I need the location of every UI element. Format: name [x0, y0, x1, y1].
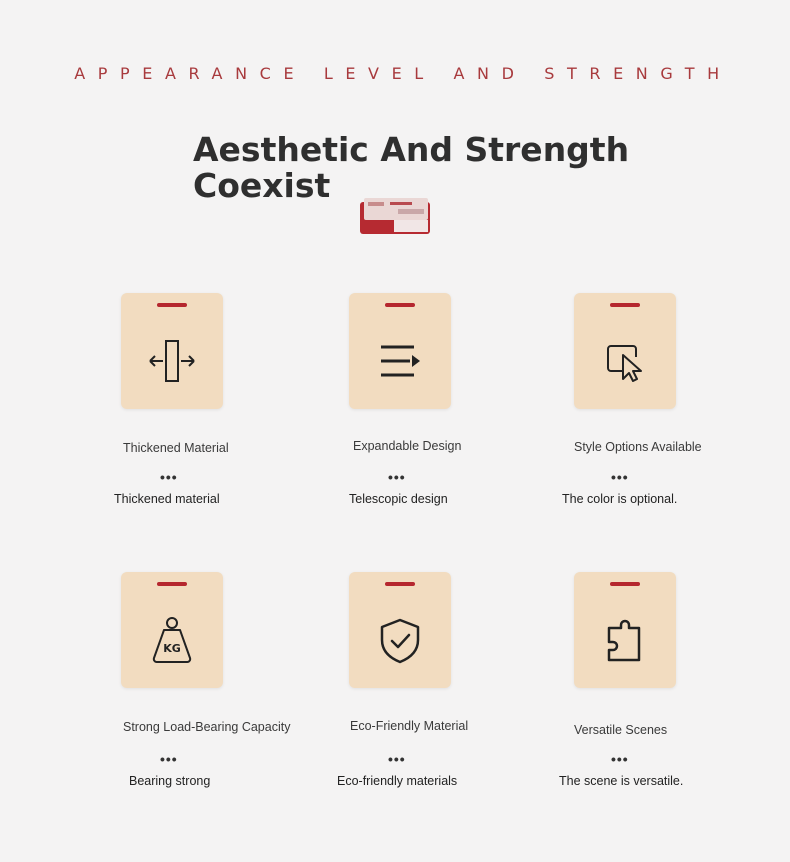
puzzle-piece-icon	[599, 614, 651, 666]
feature-subtitle: Eco-friendly materials	[337, 774, 458, 788]
feature-card-eco-friendly	[349, 572, 451, 688]
card-pin	[157, 582, 187, 586]
feature-title: Thickened Material	[123, 441, 229, 455]
card-pin	[385, 582, 415, 586]
thickness-arrows-icon	[146, 335, 198, 387]
feature-dots: •••	[160, 751, 178, 767]
section-eyebrow: APPEARANCE LEVEL AND STRENGTH	[74, 64, 732, 83]
page-title-line-2: Coexist	[193, 166, 331, 205]
feature-card-versatile	[574, 572, 676, 688]
feature-dots: •••	[611, 751, 629, 767]
feature-title: Eco-Friendly Material	[350, 719, 469, 733]
feature-subtitle: Telescopic design	[349, 492, 448, 506]
page-title	[193, 132, 629, 204]
feature-title: Versatile Scenes	[574, 723, 668, 737]
weight-kg-label: KG	[163, 642, 181, 655]
feature-dots: •••	[160, 469, 178, 485]
feature-card-thickened	[121, 293, 223, 409]
feature-title: Expandable Design	[353, 439, 462, 453]
feature-dots: •••	[611, 469, 629, 485]
feature-card-style-options	[574, 293, 676, 409]
feature-subtitle: Bearing strong	[129, 774, 211, 788]
card-pin	[157, 303, 187, 307]
feature-subtitle: The color is optional.	[562, 492, 678, 506]
card-pin	[385, 303, 415, 307]
feature-title: Style Options Available	[574, 440, 702, 454]
page-title-line-1: Aesthetic And Strength	[193, 130, 630, 169]
feature-title: Strong Load-Bearing Capacity	[123, 720, 291, 734]
cursor-select-icon	[599, 335, 651, 387]
feature-subtitle: Thickened material	[114, 492, 220, 506]
product-sticker-image	[360, 196, 430, 234]
feature-card-load-bearing	[121, 572, 223, 688]
feature-subtitle: The scene is versatile.	[559, 774, 684, 788]
feature-card-expandable	[349, 293, 451, 409]
feature-dots: •••	[388, 469, 406, 485]
shield-check-icon	[374, 614, 426, 666]
card-pin	[610, 303, 640, 307]
weight-kg-icon	[146, 614, 198, 666]
expand-menu-icon	[374, 335, 426, 387]
feature-dots: •••	[388, 751, 406, 767]
card-pin	[610, 582, 640, 586]
